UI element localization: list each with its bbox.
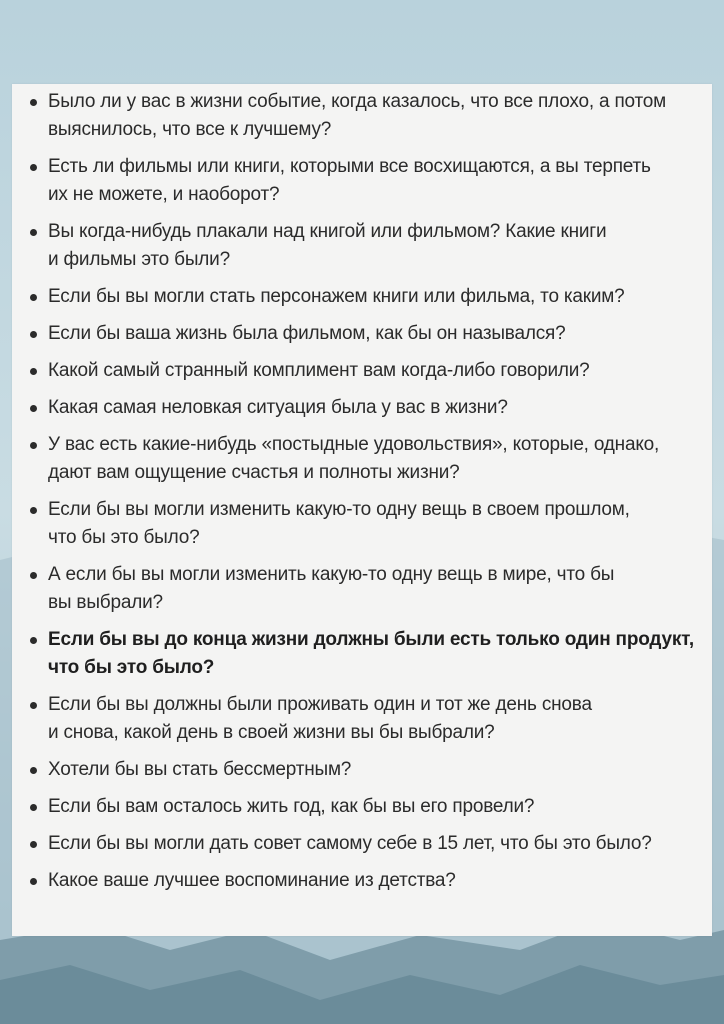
bullet-icon [30,331,37,338]
question-item [28,283,712,311]
question-item [28,496,712,552]
questions-card [12,84,712,936]
bullet-icon [30,507,37,514]
question-item [28,320,712,348]
bullet-icon [30,804,37,811]
question-item [28,88,712,144]
bullet-icon [30,767,37,774]
question-list [28,88,712,904]
bullet-icon [30,841,37,848]
question-text-line: Если бы вы могли дать совет самому себе в 15 лет, что бы это было? [48,833,652,854]
question-text-line: Если бы вы до конца жизни должны были есть только один продукт, [48,629,694,650]
bullet-icon [30,442,37,449]
question-item [28,431,712,487]
question-item [28,357,712,385]
question-item [28,830,712,858]
question-item [28,218,712,274]
question-text-line: и снова, какой день в своей жизни вы бы выбрали? [48,722,495,743]
bullet-icon [30,99,37,106]
bullet-icon [30,164,37,171]
question-text-line: Если бы ваша жизнь была фильмом, как бы он назывался? [48,323,566,344]
question-text-line: Если бы вам осталось жить год, как бы вы его провели? [48,796,535,817]
question-item [28,867,712,895]
bullet-icon [30,702,37,709]
question-text-line: Есть ли фильмы или книги, которыми все восхищаются, а вы терпеть [48,156,651,177]
question-item [28,561,712,617]
question-text-line: выяснилось, что все к лучшему? [48,119,332,140]
bullet-icon [30,405,37,412]
question-text-line: вы выбрали? [48,592,163,613]
question-item [28,793,712,821]
question-text-line: Какая самая неловкая ситуация была у вас в жизни? [48,397,508,418]
question-text-line: и фильмы это были? [48,249,230,270]
bullet-icon [30,878,37,885]
bullet-icon [30,637,37,644]
bullet-icon [30,368,37,375]
question-text-line: Если бы вы должны были проживать один и тот же день снова [48,694,592,715]
question-text-line: Какой самый странный комплимент вам когда-либо говорили? [48,360,590,381]
question-item [28,153,712,209]
question-item [28,626,712,682]
question-text-line: У вас есть какие-нибудь «постыдные удовольствия», которые, однако, [48,434,660,455]
question-text-line: Вы когда-нибудь плакали над книгой или фильмом? Какие книги [48,221,607,242]
question-item [28,691,712,747]
question-text-line: А если бы вы могли изменить какую-то одну вещь в мире, что бы [48,564,615,585]
question-text-line: Хотели бы вы стать бессмертным? [48,759,352,780]
question-text-line: Если бы вы могли стать персонажем книги или фильма, то каким? [48,286,625,307]
question-item [28,756,712,784]
bullet-icon [30,229,37,236]
bullet-icon [30,294,37,301]
question-item [28,394,712,422]
question-text-line: дают вам ощущение счастья и полноты жизни? [48,462,460,483]
question-text-line: Какое ваше лучшее воспоминание из детства? [48,870,456,891]
question-text-line: что бы это было? [48,657,215,678]
question-text-line: их не можете, и наоборот? [48,184,280,205]
question-text-line: что бы это было? [48,527,200,548]
bullet-icon [30,572,37,579]
question-text-line: Если бы вы могли изменить какую-то одну вещь в своем прошлом, [48,499,630,520]
question-text-line: Было ли у вас в жизни событие, когда казалось, что все плохо, а потом [48,91,667,112]
